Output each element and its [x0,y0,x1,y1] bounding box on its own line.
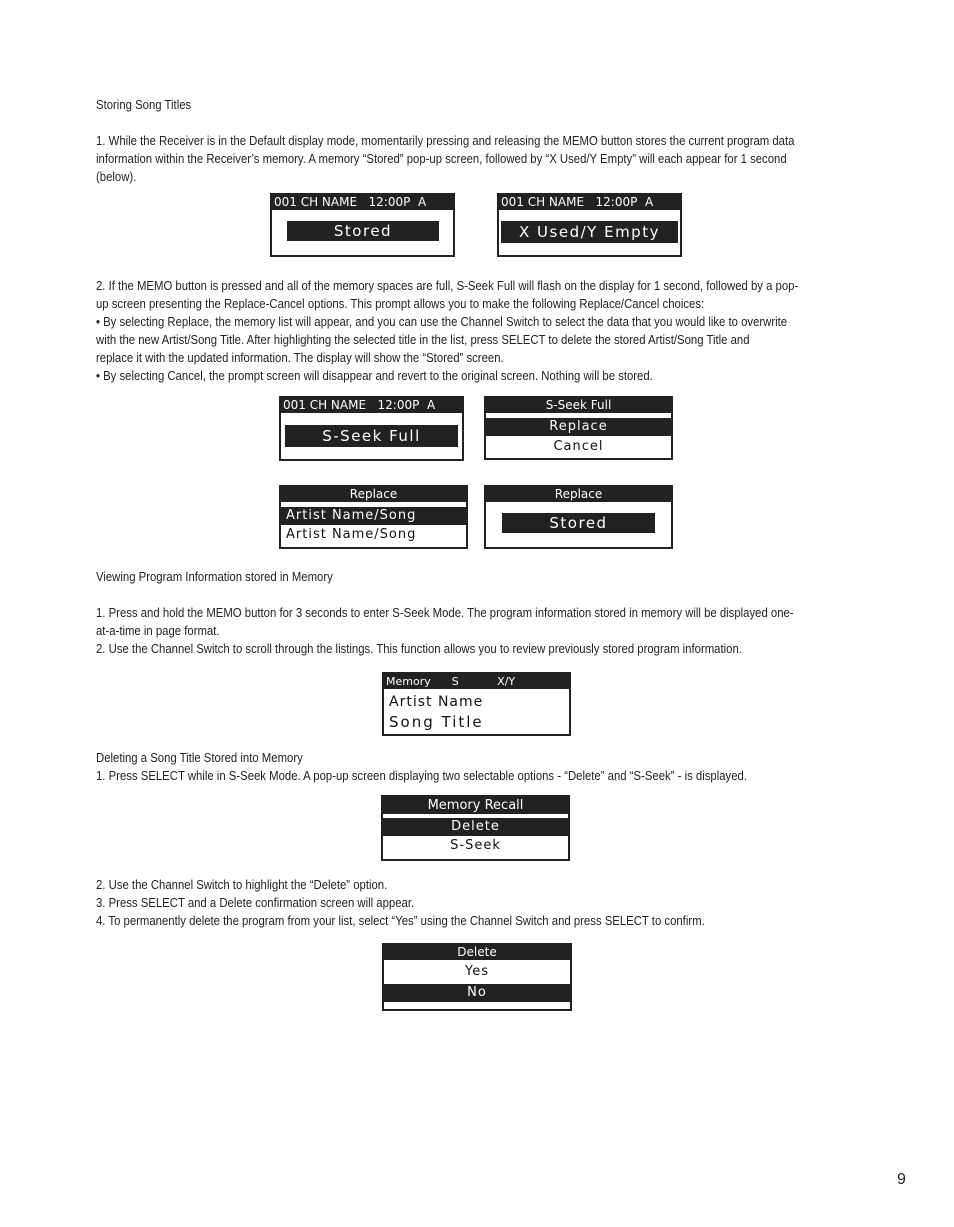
lcd-header: Memory Recall [383,797,568,814]
paragraph-delete-2: 2. Use the Channel Switch to highlight the “Delete” option. [96,877,388,892]
bullet-replace-a: • By selecting Replace, the memory list will appear, and you can use the Channel Switch to select the data that you would like to overwrite [96,314,788,329]
option-s-seek: S-Seek [450,838,501,853]
option-replace: Replace [486,418,671,436]
lcd-stored-box: Stored [287,221,439,241]
paragraph-delete-4: 4. To permanently delete the program from your list, select “Yes” using the Channel Switch and press SELECT to confirm. [96,913,705,928]
lcd-header: 001 CH NAME 12:00P A [281,398,462,413]
lcd-screen-replace-list [279,485,468,549]
paragraph-1b: information within the Receiver’s memory. A memory “Stored” pop-up screen, followed by “X Used/Y Empty” will each appear for 1 second [96,151,787,166]
paragraph-view-1a: 1. Press and hold the MEMO button for 3 seconds to enter S-Seek Mode. The program information stored in memory will be displayed one- [96,605,794,620]
option-yes: Yes [465,964,489,979]
option-no: No [384,984,570,1002]
paragraph-1a: 1. While the Receiver is in the Default display mode, momentarily pressing and releasing the MEMO button stores the current program data [96,133,795,148]
paragraph-delete-1: 1. Press SELECT while in S-Seek Mode. A pop-up screen displaying two selectable options - “Delete” and “S-Seek” - is displayed. [96,768,747,783]
lcd-stored-box: Stored [502,513,655,533]
lcd-screen-replace-stored [484,485,673,549]
lcd-header: Replace [486,487,671,502]
lcd-screen-memory-recall [381,795,570,861]
list-item-artist-song-2: Artist Name/Song [286,527,417,542]
option-cancel: Cancel [553,439,604,454]
bullet-replace-c: replace it with the updated information. The display will show the “Stored” screen. [96,350,504,365]
page-number: 9 [897,1171,906,1188]
lcd-screen-delete-confirm [382,943,572,1011]
paragraph-view-1b: at-a-time in page format. [96,623,220,638]
lcd-screen-seek-full [279,396,464,461]
section-heading-storing: Storing Song Titles [96,97,192,112]
paragraph-delete-3: 3. Press SELECT and a Delete confirmation screen will appear. [96,895,415,910]
lcd-header: Memory S X/Y [384,674,569,689]
lcd-used-empty-box: X Used/Y Empty [501,221,678,243]
lcd-header: 001 CH NAME 12:00P A [272,195,453,210]
list-item-artist-song-1: Artist Name/Song [281,507,466,525]
paragraph-1c: (below). [96,169,137,184]
lcd-screen-memory-page [382,672,571,736]
artist-name-line: Artist Name [389,694,484,710]
lcd-header: S-Seek Full [486,398,671,413]
lcd-seek-full-box: S-Seek Full [285,425,458,447]
song-title-line: Song Title [389,713,484,731]
option-delete: Delete [383,818,568,836]
section-heading-viewing: Viewing Program Information stored in Memory [96,569,333,584]
bullet-replace-b: with the new Artist/Song Title. After highlighting the selected title in the list, press SELECT to delete the stored Artist/Song Title and [96,332,750,347]
lcd-screen-used-empty [497,193,682,257]
section-heading-deleting: Deleting a Song Title Stored into Memory [96,750,303,765]
paragraph-2a: 2. If the MEMO button is pressed and all of the memory spaces are full, S-Seek Full will flash on the display for 1 second, followed by a pop- [96,278,799,293]
lcd-screen-replace-cancel [484,396,673,460]
paragraph-2b: up screen presenting the Replace-Cancel options. This prompt allows you to make the following Replace/Cancel choices: [96,296,705,311]
lcd-header: Delete [384,945,570,960]
lcd-header: Replace [281,487,466,502]
paragraph-view-2: 2. Use the Channel Switch to scroll through the listings. This function allows you to review previously stored program information. [96,641,742,656]
lcd-screen-stored [270,193,455,257]
lcd-header: 001 CH NAME 12:00P A [499,195,680,210]
bullet-cancel: • By selecting Cancel, the prompt screen will disappear and revert to the original screen. Nothing will be stored. [96,368,653,383]
